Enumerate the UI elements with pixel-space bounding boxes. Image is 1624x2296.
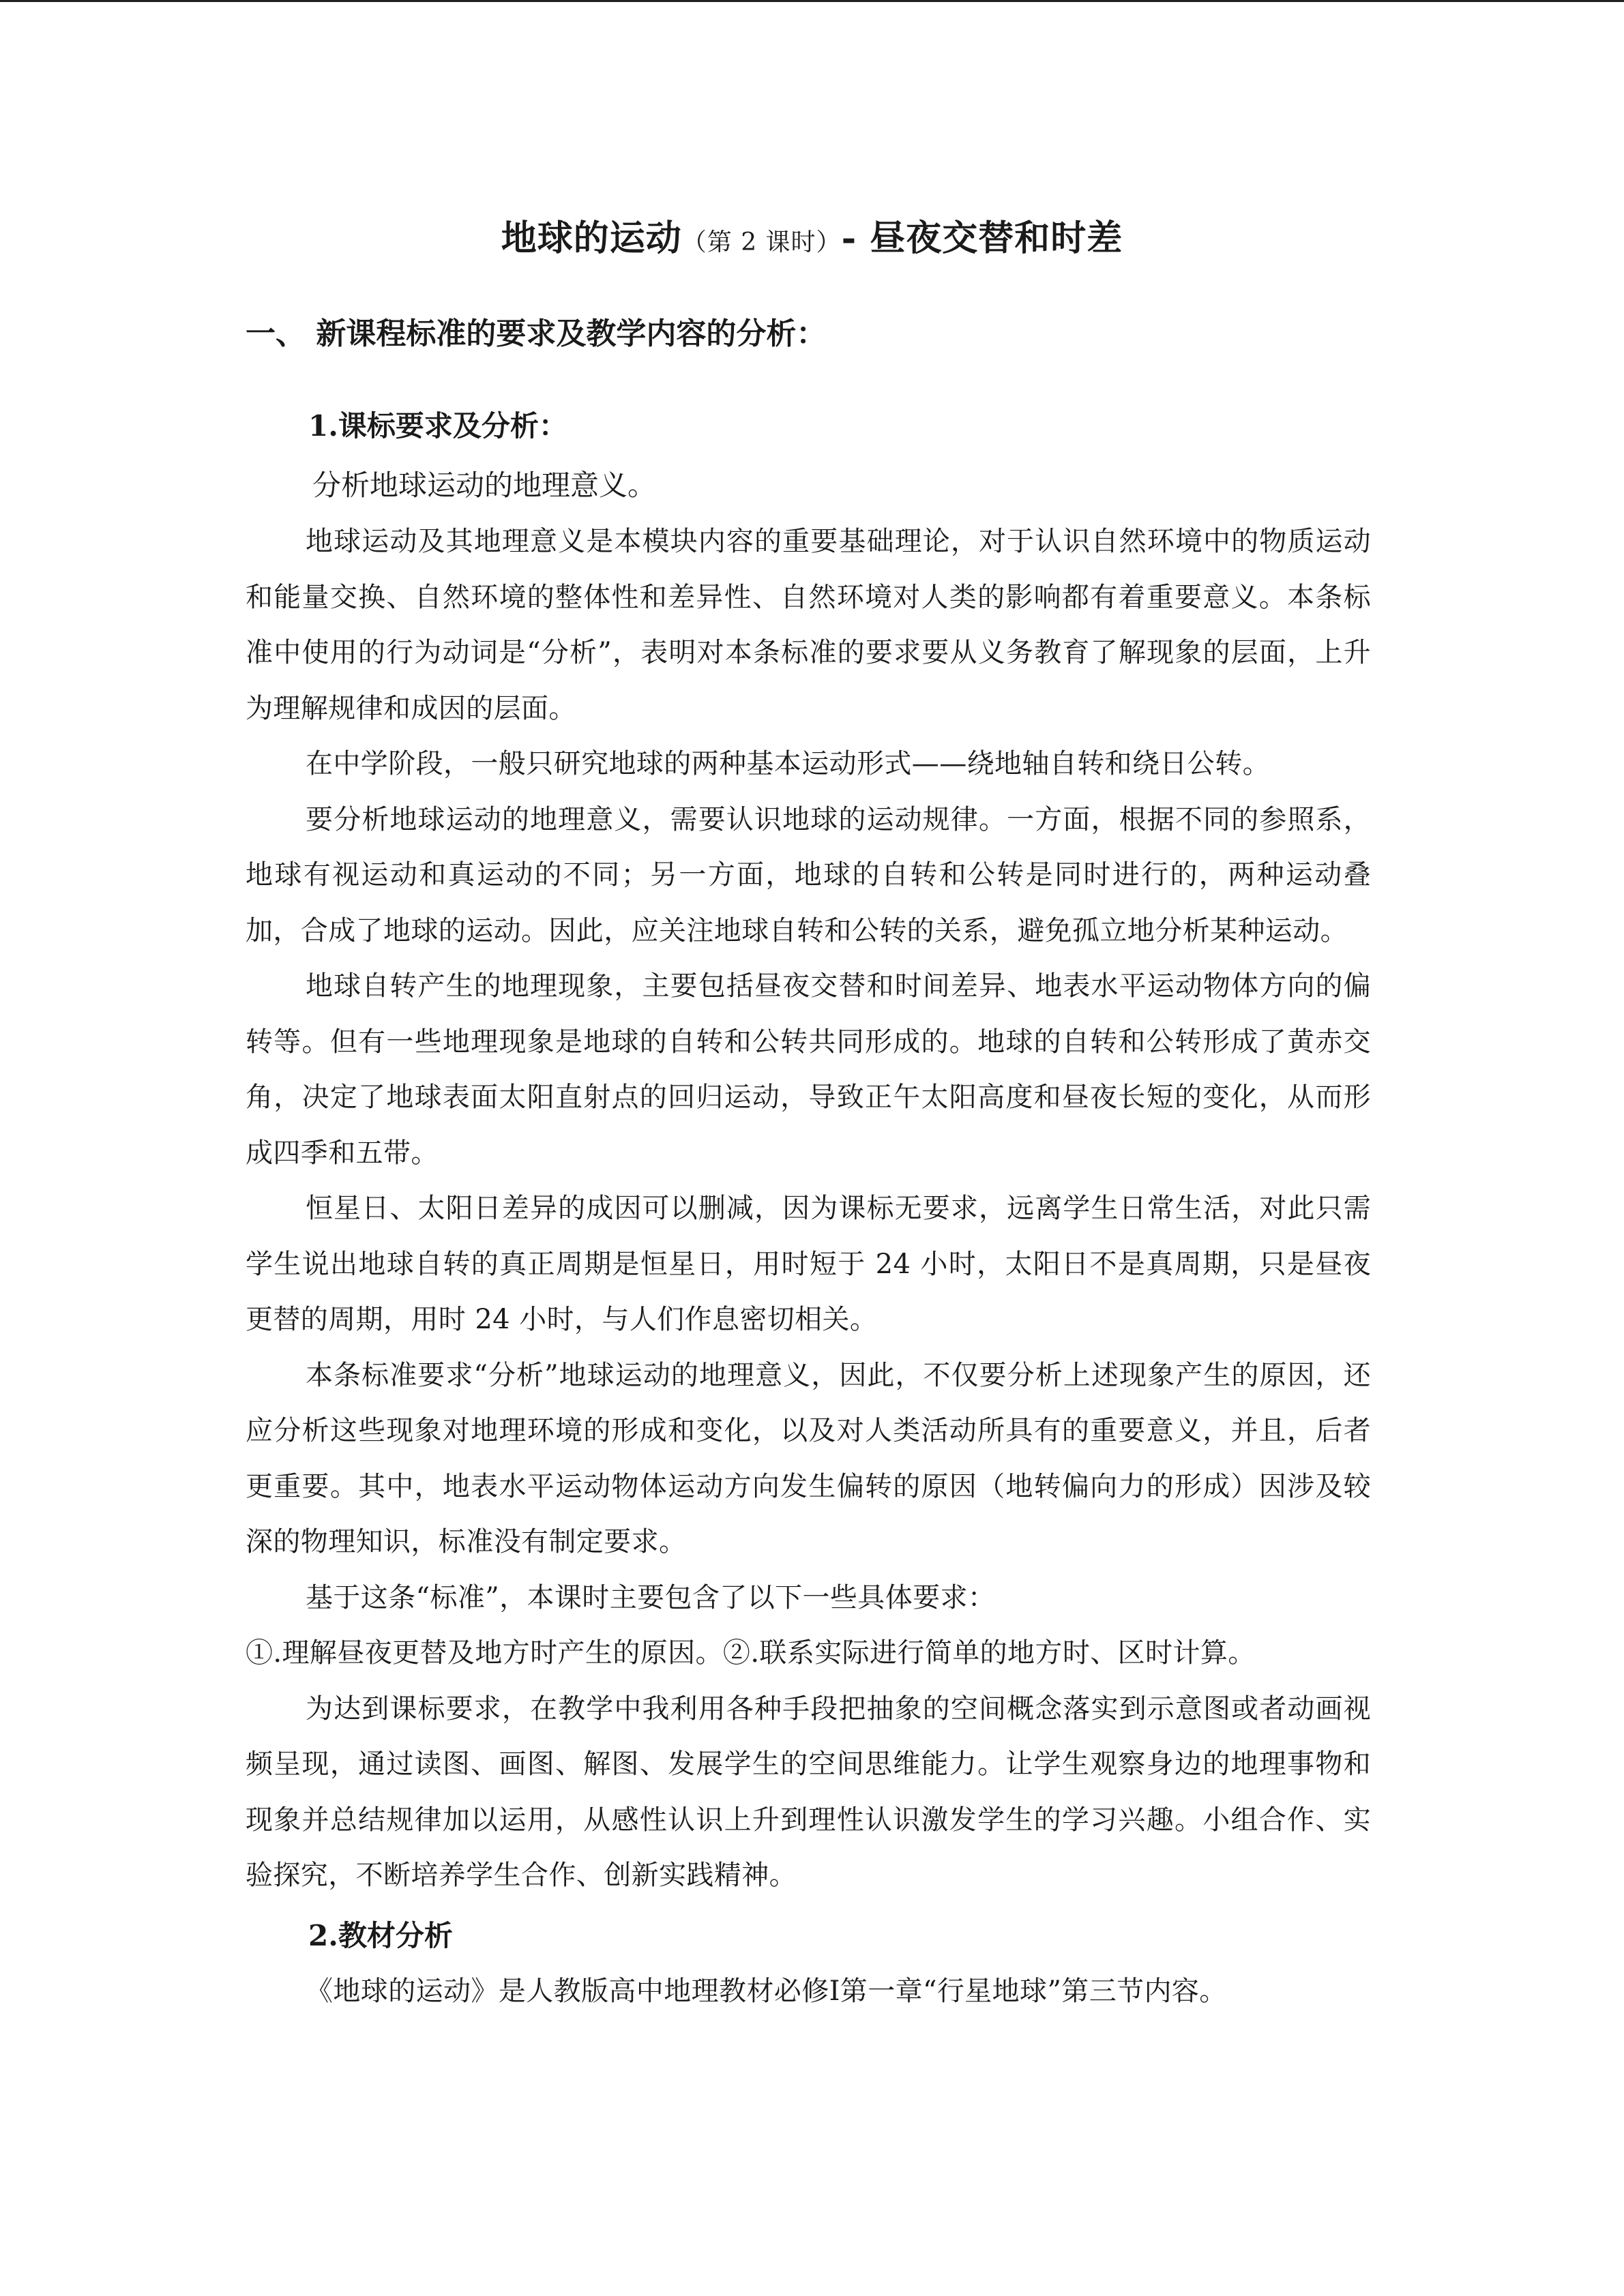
paragraph: 《地球的运动》是人教版高中地理教材必修Ⅰ第一章“行星地球”第三节内容。 — [306, 1975, 1227, 2007]
paragraph: 地球运动及其地理意义是本模块内容的重要基础理论，对于认识自然环境中的物质运动和能量交换、自然环境的整体性和差异性、自然环境对人类的影响都有着重要意义。本条标准中使用的行为动词是“分析”，表明对本条标准的要求要从义务教育了解现象的层面，上升为理解规律和成因的层面。 — [246, 526, 1371, 724]
paragraph: 本条标准要求“分析”地球运动的地理意义，因此，不仅要分析上述现象产生的原因，还应分析这些现象对地理环境的形成和变化，以及对人类活动所具有的重要意义，并且，后者更重要。其中，地表水平运动物体运动方向发生偏转的原因（地转偏向力的形成）因涉及较深的物理知识，标准没有制定要求。 — [246, 1359, 1371, 1557]
requirements-list: ①.理解昼夜更替及地方时产生的原因。②.联系实际进行简单的地方时、区时计算。 — [246, 1637, 1256, 1669]
title-topic: - 昼夜交替和时差 — [841, 218, 1123, 259]
paragraph: 恒星日、太阳日差异的成因可以删减，因为课标无要求，远离学生日常生活，对此只需学生说出地球自转的真正周期是恒星日，用时短于 24 小时，太阳日不是真周期，只是昼夜更替的周期，用时 24 小时，与人们作息密切相关。 — [246, 1193, 1371, 1335]
title-main: 地球的运动 — [501, 218, 682, 259]
subsection-1-heading: 1.课标要求及分析： — [308, 409, 567, 443]
document-body — [246, 293, 1371, 2019]
page-title — [0, 210, 1624, 271]
top-border-line — [0, 0, 1624, 2]
paragraph: 地球自转产生的地理现象，主要包括昼夜交替和时间差异、地表水平运动物体方向的偏转等。但有一些地理现象是地球的自转和公转共同形成的。地球的自转和公转形成了黄赤交角，决定了地球表面太阳直射点的回归运动，导致正午太阳高度和昼夜长短的变化，从而形成四季和五带。 — [246, 970, 1371, 1169]
section-1-heading: 一、 新课程标准的要求及教学内容的分析： — [246, 316, 827, 351]
paragraph: 基于这条“标准”，本课时主要包含了以下一些具体要求： — [306, 1581, 996, 1613]
paragraph: 为达到课标要求，在教学中我利用各种手段把抽象的空间概念落实到示意图或者动画视频呈现，通过读图、画图、解图、发展学生的空间思维能力。让学生观察身边的地理事物和现象并总结规律加以运用，从感性认识上升到理性认识激发学生的学习兴趣。小组合作、实验探究，不断培养学生合作、创新实践精神。 — [246, 1693, 1371, 1891]
subsection-1-lead: 分析地球运动的地理意义。 — [312, 468, 657, 502]
title-lesson-number: （第 2 课时） — [681, 228, 842, 256]
paragraph: 在中学阶段，一般只研究地球的两种基本运动形式——绕地轴自转和绕日公转。 — [306, 748, 1270, 779]
subsection-2-heading: 2.教材分析 — [308, 1918, 453, 1952]
paragraph: 要分析地球运动的地理意义，需要认识地球的运动规律。一方面，根据不同的参照系，地球有视运动和真运动的不同；另一方面，地球的自转和公转是同时进行的，两种运动叠加，合成了地球的运动。因此，应关注地球自转和公转的关系，避免孤立地分析某种运动。 — [246, 803, 1371, 946]
